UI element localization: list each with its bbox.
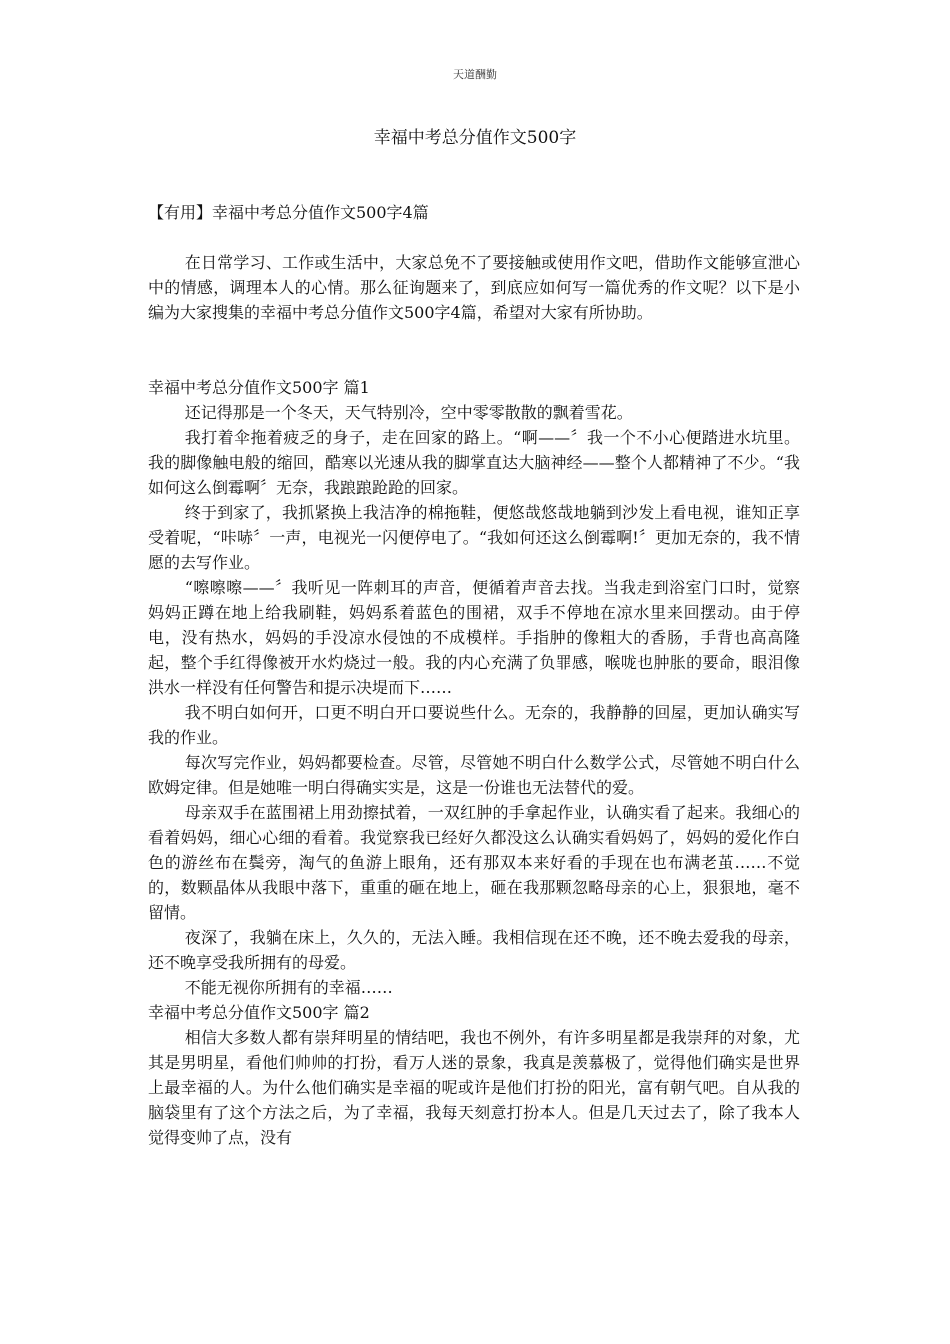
document-title: 幸福中考总分值作文500字 — [373, 128, 577, 148]
body-paragraph: 每次写完作业，妈妈都要检查。尽管，尽管她不明白什么数学公式，尽管她不明白什么欧姆定律。但是她唯一明白得确实实是，这是一份谁也无法替代的爱。 — [148, 753, 800, 797]
body-paragraph: “嚓嚓嚓——〞我听见一阵刺耳的声音，便循着声音去找。当我走到浴室门口时，觉察妈妈正蹲在地上给我刷鞋，妈妈系着蓝色的围裙，双手不停地在凉水里来回摆动。由于停电，没有热水，妈妈的手没凉水侵蚀的不成模样。手指肿的像粗大的香肠，手背也高高隆起，整个手红得像被开水灼烧过一般。我的内心充满了负罪感，喉咙也肿胀的要命，眼泪像洪水一样没有任何警告和提示决堤而下…… — [148, 578, 800, 697]
body-paragraph: 还记得那是一个冬天，天气特别冷，空中零零散散的飘着雪花。 — [184, 403, 633, 422]
intro-paragraph: 在日常学习、工作或生活中，大家总免不了要接触或使用作文吧，借助作文能够宣泄心中的情感，调理本人的心情。那么征询题来了，到底应如何写一篇优秀的作文呢？以下是小编为大家搜集的幸福中考总分值作文500字4篇，希望对大家有所协助。 — [148, 253, 800, 322]
section-heading: 幸福中考总分值作文500字 篇2 — [148, 1003, 370, 1022]
body-paragraph: 夜深了，我躺在床上，久久的，无法入睡。我相信现在还不晚，还不晚去爱我的母亲，还不晚享受我所拥有的母爱。 — [148, 928, 800, 972]
body-paragraph: 我打着伞拖着疲乏的身子，走在回家的路上。“啊——〞我一个不小心便踏进水坑里。我的脚像触电般的缩回，酷寒以光速从我的脚掌直达大脑神经——整个人都精神了不少。“我如何这么倒霉啊〞无奈，我踉踉跄跄的回家。 — [148, 428, 800, 497]
body-paragraph: 终于到家了，我抓紧换上我洁净的棉拖鞋，便悠哉悠哉地躺到沙发上看电视，谁知正享受着呢，“咔哧〞一声，电视光一闪便停电了。“我如何还这么倒霉啊!〞更加无奈的，我不情愿的去写作业。 — [148, 503, 800, 572]
body-paragraph: 不能无视你所拥有的幸福…… — [184, 978, 393, 997]
body-paragraph: 母亲双手在蓝围裙上用劲擦拭着，一双红肿的手拿起作业，认确实看了起来。我细心的看着妈妈，细心心细的看着。我觉察我已经好久都没这么认确实看妈妈了，妈妈的爱化作白色的游丝布在鬓旁，淘气的鱼游上眼角，还有那双本来好看的手现在也布满老茧……不觉的，数颗晶体从我眼中落下，重重的砸在地上，砸在我那颗忽略母亲的心上，狠狠地，毫不留情。 — [148, 803, 800, 922]
body-paragraph: 相信大多数人都有崇拜明星的情结吧，我也不例外，有许多明星都是我崇拜的对象，尤其是男明星，看他们帅帅的打扮，看万人迷的景象，我真是羡慕极了，觉得他们确实是世界上最幸福的人。为什么他们确实是幸福的呢或许是他们打扮的阳光，富有朝气吧。自从我的脑袋里有了这个方法之后，为了幸福，我每天刻意打扮本人。但是几天过去了，除了我本人觉得变帅了点，没有 — [148, 1028, 800, 1147]
document-subtitle: 【有用】幸福中考总分值作文500字4篇 — [148, 203, 429, 222]
article-body — [148, 375, 800, 1150]
section-heading: 幸福中考总分值作文500字 篇1 — [148, 378, 370, 397]
body-paragraph: 我不明白如何开，口更不明白开口要说些什么。无奈的，我静静的回屋，更加认确实写我的作业。 — [148, 703, 800, 747]
page-header: 天道酬勤 — [453, 68, 497, 81]
